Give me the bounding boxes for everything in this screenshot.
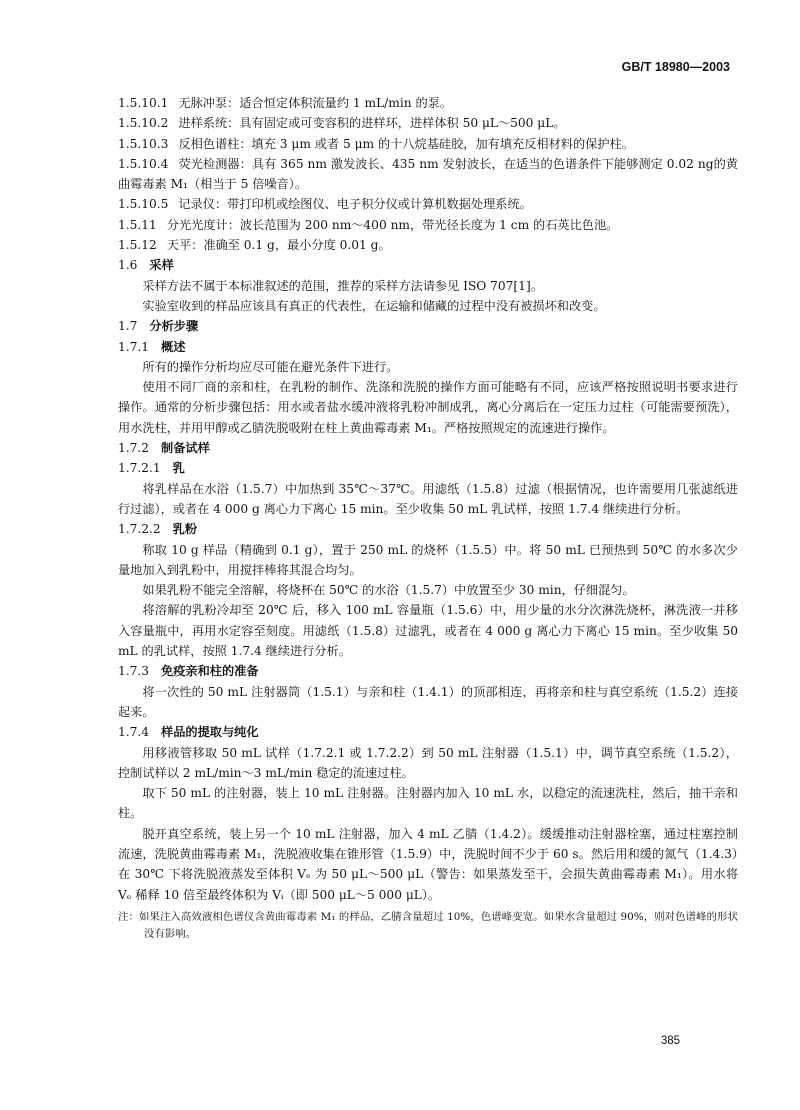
clause-text: 分光光度计：波长范围为 200 nm～400 nm，带光径长度为 1 cm 的石英比色池。: [166, 217, 619, 232]
heading-number: 1.7.2: [118, 441, 150, 456]
clause-text: 反相色谱柱：填充 3 μm 或者 5 μm 的十八烷基硅胶，加有填充反相材料的保护柱。: [178, 136, 634, 151]
heading-1-7-4: [118, 722, 738, 742]
heading-number: 1.7.4: [118, 725, 150, 740]
paragraph: 所有的操作分析均应尽可能在避光条件下进行。: [142, 359, 399, 374]
heading-title: 概述: [161, 339, 186, 354]
paragraph: 如果乳粉不能完全溶解，将烧杯在 50℃ 的水浴（1.5.7）中放置至少 30 min，仔细混匀。: [142, 583, 635, 598]
clause-text: 天平：准确至 0.1 g，最小分度 0.01 g。: [166, 238, 391, 253]
heading-number: 1.7: [118, 319, 138, 334]
paragraph: 取下 50 mL 的注射器，装上 10 mL 注射器。注射器内加入 10 mL 水，以稳定的流速洗柱，然后，抽干亲和柱。: [118, 786, 738, 821]
clause-text: 无脉冲泵：适合恒定体积流量约 1 mL/min 的泵。: [178, 96, 453, 110]
paragraph: 使用不同厂商的亲和柱，在乳粉的制作、洗涤和洗脱的操作方面可能略有不同，应该严格按照说明书要求进行操作。通常的分析步骤包括：用水或者盐水缓冲液将乳粉冲制成乳，离心分离后在一定压力过柱（可能需要预洗），用水洗柱，并用甲醇或乙腈洗脱吸附在柱上黄曲霉毒素 M₁。严格按照规定的流速进行操作。: [118, 380, 738, 435]
clause-1-5-10-5: [118, 194, 738, 214]
clause-number: 1.5.12: [118, 238, 157, 253]
paragraph: 用移液管移取 50 mL 试样（1.7.2.1 或 1.7.2.2）到 50 mL 注射器（1.5.1）中，调节真空系统（1.5.2），控制试样以 2 mL/min～3 mL/min 稳定的流速过柱。: [118, 745, 738, 780]
paragraph: 实验室收到的样品应该具有真正的代表性，在运输和储藏的过程中没有被损坏和改变。: [142, 298, 606, 313]
clause-text: 进样系统：具有固定或可变容积的进样环，进样体积 50 μL～500 μL。: [178, 116, 566, 131]
heading-number: 1.6: [118, 258, 138, 273]
heading-number: 1.7.3: [118, 664, 150, 679]
clause-number: 1.5.10.1: [118, 96, 169, 110]
heading-title: 乳: [172, 461, 185, 476]
clause-text: 记录仪：带打印机或绘图仪、电子积分仪或计算机数据处理系统。: [178, 197, 532, 212]
heading-1-6: [118, 255, 738, 275]
paragraph: 称取 10 g 样品（精确到 0.1 g），置于 250 mL 的烧杯（1.5.5）中。将 50 mL 已预热到 50℃ 的水多次少量地加入到乳粉中，用搅拌棒将其混合均匀。: [118, 542, 738, 577]
page-number: 385: [660, 1035, 680, 1047]
heading-number: 1.7.1: [118, 339, 150, 354]
clause-1-5-10-3: [118, 134, 738, 154]
paragraph: 采样方法不属于本标准叙述的范围，推荐的采样方法请参见 ISO 707[1]。: [142, 278, 543, 293]
heading-1-7-2: [118, 438, 738, 458]
heading-title: 分析步骤: [149, 319, 199, 334]
standard-number: GB/T 18980—2003: [621, 60, 730, 74]
clause-1-5-12: [118, 235, 738, 255]
heading-title: 采样: [149, 258, 174, 273]
heading-title: 样品的提取与纯化: [161, 725, 259, 740]
clause-1-5-11: [118, 215, 738, 235]
paragraph: 将乳样品在水浴（1.5.7）中加热到 35℃～37℃。用滤纸（1.5.8）过滤（根据情况，也许需要用几张滤纸进行过滤），或者在 4 000 g 离心力下离心 15 min。至少收集 50 mL 乳试样，按照 1.7.4 继续进行分析。: [118, 481, 738, 516]
clause-number: 1.5.10.5: [118, 197, 169, 212]
clause-1-5-10-1: [118, 93, 738, 113]
heading-1-7-2-2: [118, 519, 738, 539]
paragraph: 将溶解的乳粉冷却至 20℃ 后，移入 100 mL 容量瓶（1.5.6）中，用少量的水分次淋洗烧杯，淋洗液一并移入容量瓶中，再用水定容至刻度。用滤纸（1.5.8）过滤乳，或者在 4 000 g 离心力下离心 15 min。至少收集 50 mL 的乳试样，按照 1.7.4 继续进行分析。: [118, 603, 738, 659]
paragraph: 脱开真空系统，装上另一个 10 mL 注射器，加入 4 mL 乙腈（1.4.2）。缓缓推动注射器栓塞，通过柱塞控制流速，洗脱黄曲霉毒素 M₁，洗脱液收集在锥形管（1.5.9）中，洗脱时间不少于 60 s。然后用和缓的氮气（1.4.3）在 30℃ 下将洗脱液蒸发至体积 Vₑ 为 50 μL～500 μL（警告：如果蒸发至干，会损失黄曲霉毒素 M₁）。用水将 Vₑ 稀释 10 倍至最终体积为 Vᵢ（即 500 μL～5 000 μL）。: [118, 826, 738, 902]
heading-title: 制备试样: [161, 441, 210, 456]
heading-title: 免疫亲和柱的准备: [161, 664, 259, 679]
heading-1-7-3: [118, 661, 738, 681]
document-body: [118, 93, 738, 943]
clause-1-5-10-2: [118, 113, 738, 133]
heading-1-7-1: [118, 337, 738, 357]
heading-1-7-2-1: [118, 458, 738, 478]
clause-text: 荧光检测器：具有 365 nm 激发波长、435 nm 发射波长，在适当的色谱条件下能够测定 0.02 ng的黄曲霉毒素 M₁（相当于 5 倍噪音）。: [118, 156, 738, 192]
clause-number: 1.5.10.4: [118, 156, 169, 171]
clause-number: 1.5.11: [118, 217, 157, 232]
clause-number: 1.5.10.2: [118, 116, 169, 131]
note: 注：如果注入高效液相色谱仪含黄曲霉毒素 M₁ 的样品，乙腈含量超过 10%，色谱峰变宽。如果水含量超过 90%，则对色谱峰的形状没有影响。: [118, 910, 738, 940]
paragraph: 将一次性的 50 mL 注射器筒（1.5.1）与亲和柱（1.4.1）的顶部相连，再将亲和柱与真空系统（1.5.2）连接起来。: [118, 684, 738, 719]
heading-number: 1.7.2.1: [118, 461, 161, 476]
clause-1-5-10-4: [118, 154, 738, 195]
clause-number: 1.5.10.3: [118, 136, 169, 151]
heading-title: 乳粉: [172, 522, 198, 537]
heading-1-7: [118, 316, 738, 336]
heading-number: 1.7.2.2: [118, 522, 161, 537]
